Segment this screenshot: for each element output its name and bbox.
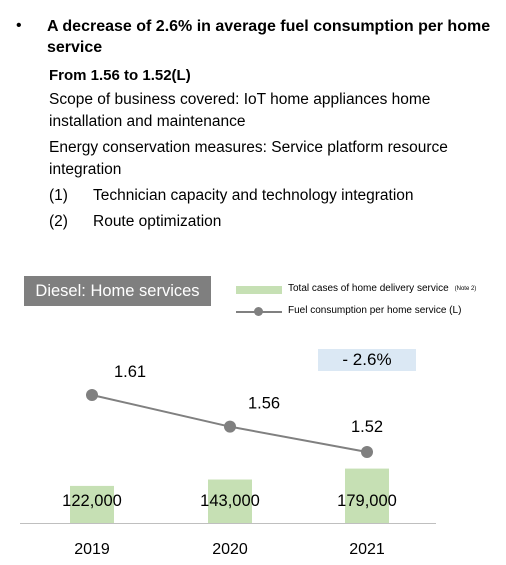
line-value-label: 1.61 — [113, 363, 147, 381]
legend-label: Total cases of home delivery service $^{(Note 2)}$ — [288, 283, 477, 294]
line-point — [224, 421, 236, 433]
measure-item-text: Technician capacity and technology integration — [93, 187, 414, 204]
line-point — [361, 446, 373, 458]
x-tick-label: 2021 — [349, 541, 385, 558]
chart-title: Diesel: Home services — [24, 276, 211, 306]
legend-swatch-bar — [236, 286, 282, 294]
x-tick-label: 2020 — [212, 541, 248, 558]
change-badge: - 2.6% — [318, 349, 416, 371]
summary-subheading: From 1.56 to 1.52(L) — [49, 67, 191, 84]
line-value-label: 1.56 — [247, 394, 281, 413]
measures-text: Energy conservation measures: Service platform resource integration — [49, 139, 448, 178]
legend-note: (Note 2) — [454, 286, 477, 292]
measure-item-text: Route optimization — [93, 213, 222, 230]
bullet-marker: • — [16, 17, 22, 34]
legend-swatch-marker — [254, 307, 263, 316]
scope-text: Scope of business covered: IoT home appliances home installation and maintenance — [49, 91, 431, 130]
legend-label: Fuel consumption per home service (L) — [288, 305, 462, 316]
measure-item-number: (2) — [49, 213, 68, 230]
line-point — [86, 389, 98, 401]
summary-heading: A decrease of 2.6% in average fuel consumption per home service — [47, 18, 491, 56]
bar-value-label: 179,000 — [337, 492, 397, 510]
bar-value-label: 143,000 — [200, 492, 260, 510]
measure-item-number: (1) — [49, 187, 68, 204]
bar-value-label: 122,000 — [62, 492, 122, 510]
line-value-label: 1.52 — [350, 418, 384, 436]
x-tick-label: 2019 — [74, 541, 110, 558]
